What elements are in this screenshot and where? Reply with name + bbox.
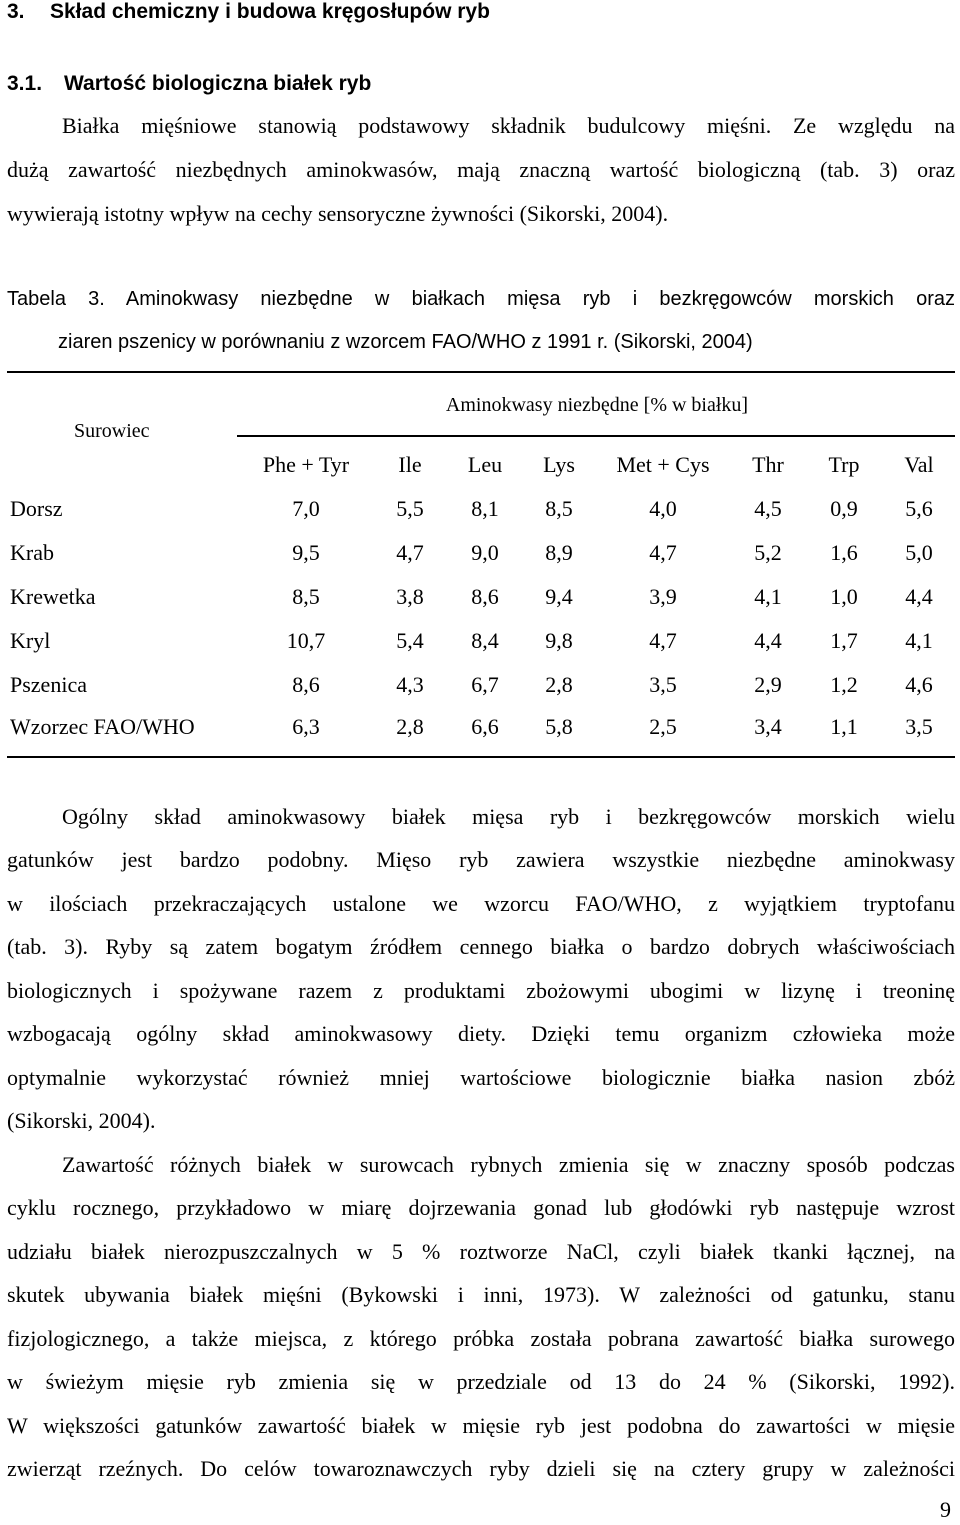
table-bottom-rule xyxy=(7,756,955,758)
paragraph-1-line-4: (tab. 3). Ryby są zatem bogatym źródłem cennego białka o bardzo dobrych właściwościach xyxy=(7,934,955,959)
table-cell: 9,4 xyxy=(545,584,573,609)
table-cell: 3,5 xyxy=(905,714,933,739)
paragraph-2-line-2: cyklu rocznego, przykładowo w miarę dojrzewania gonad lub głodówki ryb następuje wzrost xyxy=(7,1195,955,1220)
column-header: Leu xyxy=(467,452,503,477)
table-top-rule xyxy=(7,371,955,373)
column-header: Thr xyxy=(752,452,784,477)
row-label: Wzorzec FAO/WHO xyxy=(10,714,195,739)
table-cell: 4,4 xyxy=(905,584,933,609)
row-label: Krab xyxy=(10,540,54,565)
table-cell: 4,7 xyxy=(396,540,424,565)
table-cell: 9,5 xyxy=(292,540,320,565)
table-cell: 4,0 xyxy=(649,496,677,521)
paragraph-2-line-4: skutek ubywania białek mięśni (Bykowski i inni, 1973). W zależności od gatunku, stanu xyxy=(7,1282,955,1307)
table-cell: 7,0 xyxy=(292,496,320,521)
table-cell: 2,8 xyxy=(396,714,424,739)
column-header: Phe + Tyr xyxy=(262,452,350,477)
table-cell: 9,8 xyxy=(545,628,573,653)
column-header: Trp xyxy=(828,452,860,477)
table-group-header: Aminokwasy niezbędne [% w białku] xyxy=(445,394,749,416)
paragraph-2-line-6: w świeżym mięsie ryb zmienia się w przedziale od 13 do 24 % (Sikorski, 1992). xyxy=(7,1369,955,1394)
paragraph-2-line-3: udziału białek nierozpuszczalnych w 5 % roztworze NaCl, czyli białek tkanki łącznej, na xyxy=(7,1239,955,1264)
table-caption-line-2: ziaren pszenicy w porównaniu z wzorcem FAO/WHO z 1991 r. (Sikorski, 2004) xyxy=(58,331,753,353)
table-cell: 8,5 xyxy=(292,584,320,609)
row-label: Dorsz xyxy=(10,496,63,521)
paragraph-1-line-5: biologicznych i spożywane razem z produktami zbożowymi ubogimi w lizynę i treoninę xyxy=(7,978,955,1003)
table-cell: 8,4 xyxy=(471,628,499,653)
table-cell: 1,2 xyxy=(830,672,858,697)
column-header: Ile xyxy=(398,452,422,477)
table-cell: 5,4 xyxy=(396,628,424,653)
table-cell: 6,3 xyxy=(292,714,320,739)
table-cell: 3,9 xyxy=(649,584,677,609)
table-cell: 5,6 xyxy=(905,496,933,521)
table-cell: 5,2 xyxy=(754,540,782,565)
table-cell: 4,6 xyxy=(905,672,933,697)
table-cell: 1,0 xyxy=(830,584,858,609)
table-cell: 8,6 xyxy=(471,584,499,609)
table-cell: 8,9 xyxy=(545,540,573,565)
table-cell: 4,7 xyxy=(649,628,677,653)
table-cell: 4,1 xyxy=(905,628,933,653)
table-row-header: Surowiec xyxy=(74,420,150,442)
paragraph-1-line-2: gatunków jest bardzo podobny. Mięso ryb zawiera wszystkie niezbędne aminokwasy xyxy=(7,847,955,872)
section-title: Skład chemiczny i budowa kręgosłupów ryb xyxy=(50,0,490,23)
paragraph-2-line-1: Zawartość różnych białek w surowcach rybnych zmienia się w znaczny sposób podczas xyxy=(62,1152,955,1177)
table-cell: 5,0 xyxy=(905,540,933,565)
table-cell: 5,8 xyxy=(545,714,573,739)
table-cell: 3,8 xyxy=(396,584,424,609)
table-cell: 8,1 xyxy=(471,496,499,521)
paragraph-1-line-3: w ilościach przekraczających ustalone we wzorcu FAO/WHO, z wyjątkiem tryptofanu xyxy=(7,891,955,916)
table-cell: 9,0 xyxy=(471,540,499,565)
paragraph-1-line-1: Ogólny skład aminokwasowy białek mięsa ryb i bezkręgowców morskich wielu xyxy=(62,804,955,829)
table-cell: 1,7 xyxy=(830,628,858,653)
intro-line-2: dużą zawartość niezbędnych aminokwasów, mają znaczną wartość biologiczną (tab. 3) oraz xyxy=(7,157,955,182)
subsection-title: Wartość biologiczna białek ryb xyxy=(64,72,372,95)
row-label: Pszenica xyxy=(10,672,87,697)
intro-line-1: Białka mięśniowe stanowią podstawowy składnik budulcowy mięśni. Ze względu na xyxy=(62,113,955,138)
table-cell: 4,4 xyxy=(754,628,782,653)
page-number: 9 xyxy=(940,1497,951,1522)
paragraph-2-line-7: W większości gatunków zawartość białek w mięsie ryb jest podobna do zawartości w mięsie xyxy=(7,1413,955,1438)
paragraph-1-line-7: optymalnie wykorzystać również mniej wartościowe biologicznie białka nasion zbóż xyxy=(7,1065,955,1090)
table-cell: 2,9 xyxy=(754,672,782,697)
table-group-rule xyxy=(237,435,955,437)
paragraph-1-line-6: wzbogacają ogólny skład aminokwasowy diety. Dzięki temu organizm człowieka może xyxy=(7,1021,955,1046)
table-caption-line-1: Tabela 3. Aminokwasy niezbędne w białkach mięsa ryb i bezkręgowców morskich oraz xyxy=(7,288,955,310)
column-header: Lys xyxy=(543,452,575,477)
table-cell: 2,5 xyxy=(649,714,677,739)
paragraph-2-line-5: fizjologicznego, a także miejsca, z którego próbka została pobrana zawartość białka surowego xyxy=(7,1326,955,1351)
table-cell: 3,4 xyxy=(754,714,782,739)
table-cell: 0,9 xyxy=(830,496,858,521)
table-cell: 4,5 xyxy=(754,496,782,521)
table-cell: 1,1 xyxy=(830,714,858,739)
intro-line-3: wywierają istotny wpływ na cechy sensoryczne żywności (Sikorski, 2004). xyxy=(7,201,669,226)
table-cell: 6,6 xyxy=(471,714,499,739)
column-header: Met + Cys xyxy=(616,452,710,477)
paragraph-1-line-8: (Sikorski, 2004). xyxy=(7,1108,156,1133)
table-cell: 5,5 xyxy=(396,496,424,521)
table-cell: 4,1 xyxy=(754,584,782,609)
row-label: Krewetka xyxy=(10,584,96,609)
table-cell: 6,7 xyxy=(471,672,499,697)
table-cell: 8,6 xyxy=(292,672,320,697)
table-cell: 8,5 xyxy=(545,496,573,521)
paragraph-2-line-8: zwierząt rzeźnych. Do celów towaroznawczych ryby dzieli się na cztery grupy w zależności xyxy=(7,1456,955,1481)
subsection-number: 3.1. xyxy=(7,72,43,95)
column-header: Val xyxy=(904,452,934,477)
table-cell: 10,7 xyxy=(286,628,326,653)
table-cell: 1,6 xyxy=(830,540,858,565)
table-cell: 3,5 xyxy=(649,672,677,697)
table-cell: 4,7 xyxy=(649,540,677,565)
row-label: Kryl xyxy=(10,628,51,653)
table-cell: 4,3 xyxy=(396,672,424,697)
table-cell: 2,8 xyxy=(545,672,573,697)
section-number: 3. xyxy=(7,0,25,23)
